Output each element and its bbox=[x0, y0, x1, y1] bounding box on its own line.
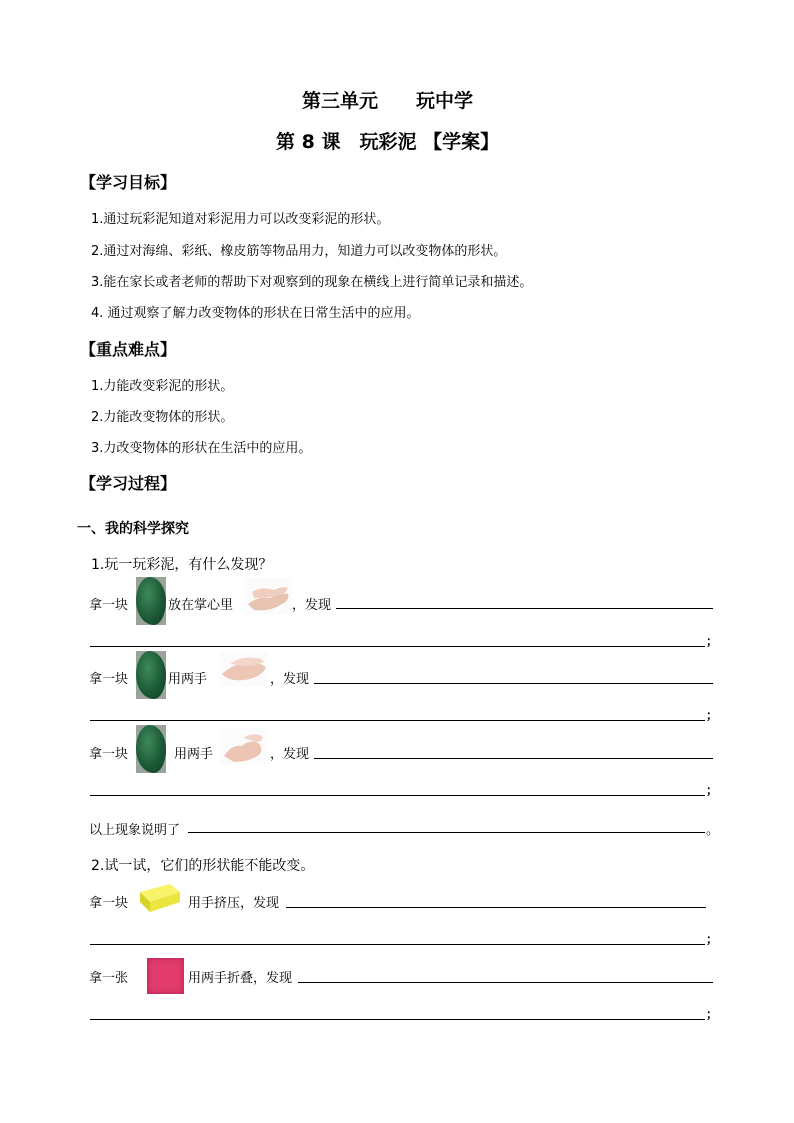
clay-image-3 bbox=[136, 725, 166, 773]
answer-line[interactable] bbox=[90, 720, 705, 721]
answer-line[interactable] bbox=[90, 1019, 705, 1020]
clay-icon bbox=[136, 577, 166, 625]
q1-title: 1.玩一玩彩泥，有什么发现？ bbox=[91, 557, 273, 573]
q1-row3-prefix: 拿一块 bbox=[89, 747, 129, 762]
hand-pinch-icon bbox=[220, 728, 268, 764]
hand-rolling-image bbox=[220, 652, 268, 686]
sponge-image bbox=[136, 882, 182, 914]
q2-row1-action: 用手挤压，发现 bbox=[188, 896, 280, 911]
lesson-title: 第 8 课 玩彩泥 【学案】 bbox=[276, 131, 500, 153]
goal-item: 4. 通过观察了解力改变物体的形状在日常生活中的应用。 bbox=[91, 306, 420, 321]
q1-row3-suffix: ，发现 bbox=[270, 747, 310, 762]
q1-row1-action: 放在掌心里 bbox=[168, 598, 234, 613]
semicolon: ； bbox=[706, 1007, 719, 1021]
conclusion-end: 。 bbox=[706, 823, 720, 838]
key-point-item: 2.力能改变物体的形状。 bbox=[91, 410, 234, 425]
clay-icon bbox=[136, 651, 166, 699]
q1-row3-action: 用两手 bbox=[174, 747, 214, 762]
key-point-item: 3.力改变物体的形状在生活中的应用。 bbox=[91, 441, 312, 456]
goals-heading: 【学习目标】 bbox=[80, 173, 177, 192]
answer-line[interactable] bbox=[90, 795, 705, 796]
clay-icon bbox=[136, 725, 166, 773]
q2-row1-prefix: 拿一块 bbox=[89, 896, 129, 911]
q2-row2-action: 用两手折叠，发现 bbox=[188, 971, 293, 986]
semicolon: ； bbox=[706, 708, 719, 722]
answer-line[interactable] bbox=[90, 944, 705, 945]
q1-row2-action: 用两手 bbox=[168, 672, 208, 687]
answer-line[interactable] bbox=[90, 646, 705, 647]
clay-image-1 bbox=[136, 577, 166, 625]
hand-rolling-icon bbox=[220, 652, 268, 686]
key-points-heading: 【重点难点】 bbox=[80, 340, 177, 359]
goal-item: 1.通过玩彩泥知道对彩泥用力可以改变彩泥的形状。 bbox=[91, 212, 390, 227]
answer-line[interactable] bbox=[298, 982, 713, 983]
unit-title: 第三单元 玩中学 bbox=[302, 90, 474, 112]
colored-paper-image bbox=[147, 958, 184, 994]
q1-row2-suffix: ，发现 bbox=[270, 672, 310, 687]
hand-pinch-image bbox=[220, 728, 268, 764]
hand-palm-icon bbox=[244, 578, 292, 614]
semicolon: ； bbox=[706, 783, 719, 797]
q2-title: 2.试一试，它们的形状能不能改变。 bbox=[91, 858, 315, 874]
q2-row2-prefix: 拿一张 bbox=[89, 971, 129, 986]
semicolon: ； bbox=[706, 634, 719, 648]
answer-line[interactable] bbox=[314, 758, 713, 759]
q1-row1-prefix: 拿一块 bbox=[89, 598, 129, 613]
hand-palm-image bbox=[244, 578, 292, 614]
key-point-item: 1.力能改变彩泥的形状。 bbox=[91, 379, 234, 394]
conclusion-prefix: 以上现象说明了 bbox=[89, 823, 181, 838]
clay-image-2 bbox=[136, 651, 166, 699]
answer-line[interactable] bbox=[188, 832, 705, 833]
q1-row2-prefix: 拿一块 bbox=[89, 672, 129, 687]
goal-item: 2.通过对海绵、彩纸、橡皮筋等物品用力，知道力可以改变物体的形状。 bbox=[91, 244, 507, 259]
semicolon: ； bbox=[706, 932, 719, 946]
sub-heading: 一、我的科学探究 bbox=[77, 521, 189, 537]
answer-line[interactable] bbox=[286, 907, 706, 908]
answer-line[interactable] bbox=[314, 683, 713, 684]
process-heading: 【学习过程】 bbox=[80, 474, 177, 493]
q1-row1-suffix: ，发现 bbox=[292, 598, 332, 613]
goal-item: 3.能在家长或者老师的帮助下对观察到的现象在横线上进行简单记录和描述。 bbox=[91, 275, 533, 290]
answer-line[interactable] bbox=[336, 608, 713, 609]
